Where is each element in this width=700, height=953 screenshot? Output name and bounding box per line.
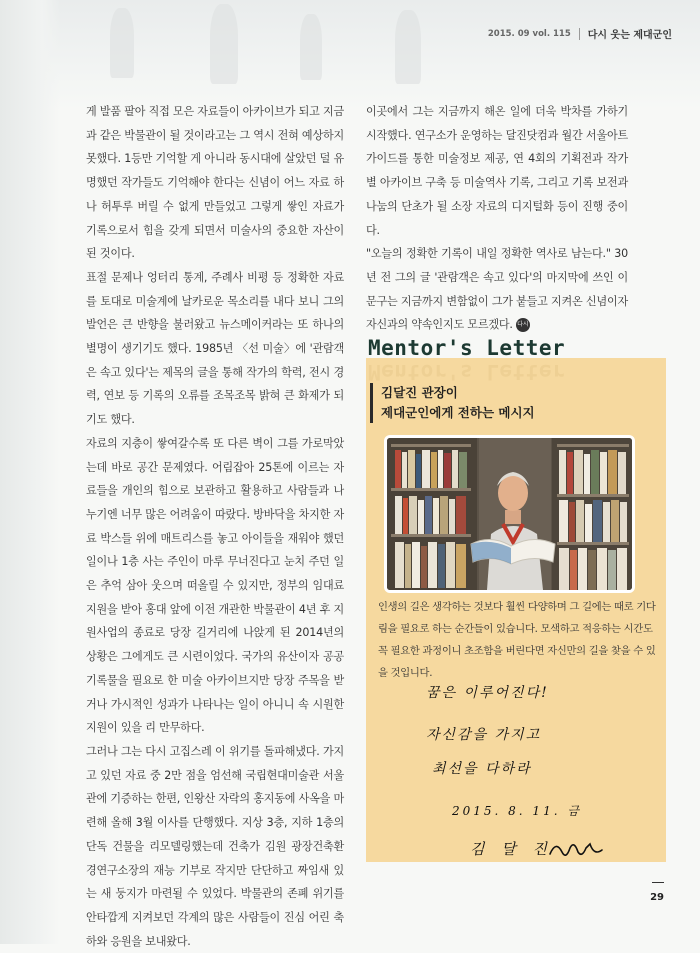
header-divider: [579, 28, 580, 40]
page-number: 29: [650, 892, 664, 903]
mentor-letter-title: Mentor's Letter: [368, 336, 566, 360]
article-paragraph: 그러나 그는 다시 고집스레 이 위기를 돌파해냈다. 가지고 있던 자료 중 2만 점을 엄선해 국립현대미술관 서울관에 기증하는 한편, 인왕산 자락의 홍지동에 사옥을 마련해 올해 3월 이사를 단행했다. 지상 3층, 지하 1층의 단독 건물을 리모델링했는데 건축가 김원 광장건축환경연구소장의 재능 기부로 작지만 단단하고 짜임새 있는 새 둥지가 마련될 수 있었다. 박물관의 존폐 위기를 안타깝게 지켜보던 각계의 많은 사람들이 진심 어린 축하와 응원을 보내왔다.: [86, 744, 344, 948]
background-figure: [395, 10, 421, 84]
background-left-band: [0, 0, 60, 944]
article-paragraph: 이곳에서 그는 지금까지 해온 일에 더욱 박차를 가하기 시작했다. 연구소가 운영하는 달진닷컴과 월간 서울아트가이드를 통한 미술정보 제공, 연 4회의 기획전과 작가별 아카이브 구축 등 미술역사 기록, 그리고 기록 보전과 나눔의 단초가 될 소장 자료의 디지털화 등이 진행 중이다.: [366, 105, 628, 237]
end-mark-icon: 다시: [516, 318, 530, 332]
article-left-column: [86, 100, 344, 953]
handwritten-line: 최선을 다하라: [432, 761, 532, 777]
mentor-heading: [370, 383, 651, 423]
handwritten-line: 자신감을 가지고: [426, 727, 542, 743]
closing-paragraph-text: "오늘의 정확한 기록이 내일 정확한 역사로 남는다." 30년 전 그의 글 '관람객은 속고 있다'의 마지막에 쓰인 이 문구는 지금까지 변함없이 그가 붙들고 지켜온 신념이자 자신과의 약속인지도 모르겠다.: [366, 247, 628, 332]
bookshelf-portrait-image: [387, 438, 632, 590]
mentor-title-reflection: Mentor's Letter: [368, 360, 566, 384]
handwritten-name: 김 달 진: [470, 840, 554, 858]
background-figure: [210, 4, 238, 84]
article-paragraph: [366, 242, 628, 337]
section-title: 다시 웃는 제대군인: [587, 30, 672, 41]
mentor-heading-line: 김달진 관장이: [381, 385, 458, 400]
background-figure: [300, 14, 322, 80]
handwritten-line: 꿈은 이루어진다!: [426, 685, 549, 701]
mentor-photo: [384, 435, 635, 593]
background-header-band: [0, 0, 700, 110]
article-paragraph: 표절 문제나 엉터리 통계, 주례사 비평 등 정확한 자료를 토대로 미술계에 날카로운 목소리를 내다 보니 그의 발언은 큰 반향을 불러왔고 뉴스메이커라는 또 하나의 별명이 생기기도 했다. 1985년 〈선 미술〉에 '관람객은 속고 있다'는 제목의 글을 통해 작가의 학력, 전시 경력, 연보 등 기록의 오류를 조목조목 밝혀 큰 화제가 되기도 했다.: [86, 270, 344, 427]
background-figure: [110, 8, 134, 78]
page-number-rule: [652, 882, 664, 883]
handwritten-date: 2015. 8. 11. 금: [452, 804, 582, 818]
article-paragraph: 자료의 지층이 쌓여갈수록 또 다른 벽이 그를 가로막았는데 바로 공간 문제였다. 어림잡아 25톤에 이르는 자료들을 개인의 힘으로 보관하고 활용하고 사람들과 나누기엔 너무 많은 어려움이 따랐다. 방바닥을 차지한 자료 박스들 위에 매트리스를 놓고 아이들을 재워야 했던 일이나 1층 사는 주인이 마루 무너진다고 눈치 주던 일은 추억 삼아 웃으며 떠올릴 수 있지만, 정부의 임대료 지원을 받아 홍대 앞에 이전 개관한 박물관이 4년 후 지원사업의 종료로 당장 길거리에 나앉게 된 2014년의 상황은 그에게도 큰 시련이었다. 국가의 유산이자 공공 기록물을 필요로 한 미술 아카이브지만 당장 주목을 받거나 가시적인 성과가 나타나는 일이 아니니 속 시원한 지원이 있을 리 만무하다.: [86, 436, 344, 735]
issue-label: 2015. 09 vol. 115: [487, 28, 571, 39]
article-paragraph: 게 발품 팔아 직접 모은 자료들이 아카이브가 되고 지금과 같은 박물관이 될 것이라고는 그 역시 전혀 예상하지 못했다. 1등만 기억할 게 아니라 동시대에 살았던 덜 유명했던 작가들도 기억해야 한다는 신념이 어느 자료 하나 허투루 버릴 수 없게 만들었고 그렇게 쌓인 자료가 기록으로서 힘을 갖게 되면서 미술사의 중요한 자산이 된 것이다.: [86, 105, 344, 261]
page-header: [488, 26, 672, 41]
mentor-heading-line: 제대군인에게 전하는 메시지: [381, 405, 535, 420]
mentor-message: 인생의 길은 생각하는 것보다 훨씬 다양하며 그 길에는 때로 기다림을 필요로 하는 순간들이 있습니다. 모색하고 적응하는 시간도 꼭 필요한 과정이니 초조함을 버린다면 자신만의 길을 찾을 수 있을 것입니다.: [378, 601, 656, 679]
signature-scribble: [548, 838, 604, 862]
article-right-column: [366, 100, 628, 337]
